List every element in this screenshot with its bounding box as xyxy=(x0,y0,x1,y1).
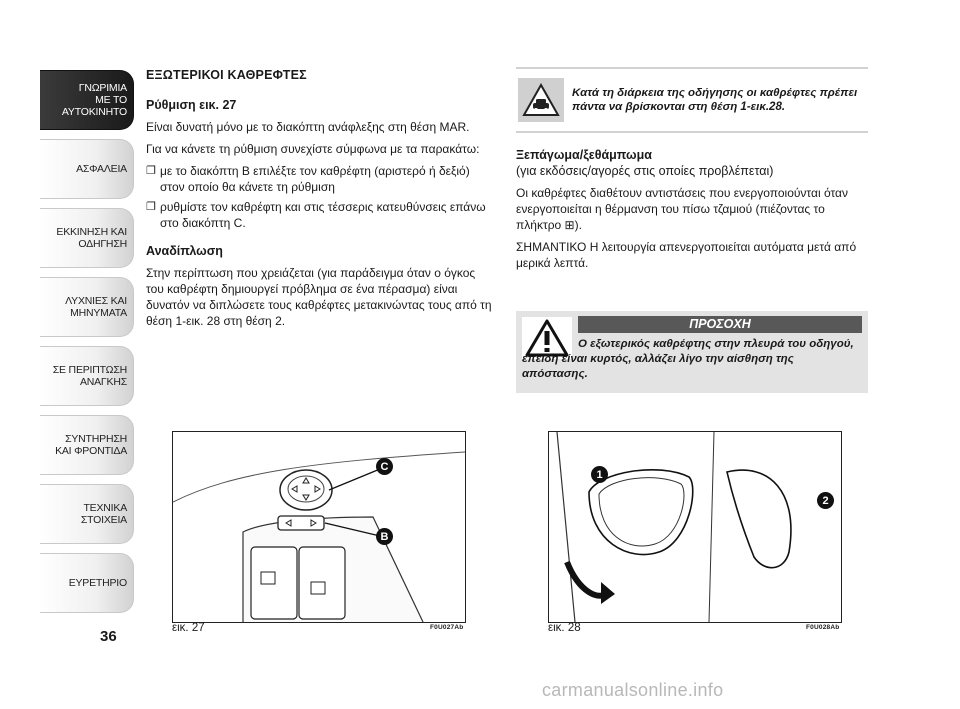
page-number: 36 xyxy=(100,628,117,645)
tab-getting-to-know[interactable]: ΓΝΩΡΙΜΙΑ ΜΕ ΤΟ ΑΥΤΟΚΙΝΗΤΟ xyxy=(40,70,134,130)
car-road-icon xyxy=(518,78,564,122)
adjust-paragraph-1: Είναι δυνατή μόνο με το διακόπτη ανάφλεξης στη θέση MAR. xyxy=(146,120,470,134)
mirror-fold-illustration xyxy=(549,432,841,622)
callout-c: C xyxy=(376,458,393,475)
tab-index[interactable]: ΕΥΡΕΤΗΡΙΟ xyxy=(40,553,134,613)
bullet-text: με το διακόπτη B επιλέξτε τον καθρέφτη (αριστερό ή δεξιό) στον οποίο θα κάνετε τη ρύθμιση xyxy=(160,164,470,194)
checkbox-bullet-icon: ❐ xyxy=(146,165,156,177)
bullet-item xyxy=(146,163,496,195)
defrost-paragraph-1: Οι καθρέφτες διαθέτουν αντιστάσεις που ενεργοποιούνται όταν ενεργοποιείται η θέρμανση του πίσω τζαμιού (πιέζοντας το πλήκτρο ⊞). xyxy=(516,186,848,232)
defrost-paragraph-2: ΣΗΜΑΝΤΙΚΟ Η λειτουργία απενεργοποιείται αυτόματα μετά από μερικά λεπτά. xyxy=(516,240,857,270)
mirror-switch-illustration xyxy=(173,432,465,622)
checkbox-bullet-icon: ❐ xyxy=(146,201,156,213)
fold-paragraph: Στην περίπτωση που χρειάζεται (για παράδειγμα όταν ο όγκος του καθρέφτη δημιουργεί πρόβλημα σε ένα πέρασμα) είναι δυνατόν να διπλώσετε τους καθρέφτες μετακινώντας τους από τη θέση 1-εικ. 28 στη θέση 2. xyxy=(146,266,492,328)
bullet-item xyxy=(146,199,496,231)
figure-28-code: F0U028Ab xyxy=(806,624,840,631)
tab-emergency[interactable]: ΣΕ ΠΕΡΙΠΤΩΣΗ ΑΝΑΓΚΗΣ xyxy=(40,346,134,406)
tab-technical-data[interactable]: ΤΕΧΝΙΚΑ ΣΤΟΙΧΕΙΑ xyxy=(40,484,134,544)
defrost-heading: Ξεπάγωμα/ξεθάμπωμα xyxy=(516,148,652,162)
warning-box xyxy=(516,311,868,393)
info-note xyxy=(516,67,868,133)
figure-28-mirror-fold xyxy=(548,431,842,623)
figure-28-caption: εικ. 28 xyxy=(548,622,581,634)
warning-text: Ο εξωτερικός καθρέφτης στην πλευρά του οδηγού, επειδή είναι κυρτός, αλλάζει λίγο την αίσθηση της απόστασης. xyxy=(522,338,854,380)
watermark: carmanualsonline.info xyxy=(542,680,724,700)
tab-maintenance[interactable]: ΣΥΝΤΗΡΗΣΗ ΚΑΙ ΦΡΟΝΤΙΔΑ xyxy=(40,415,134,475)
section-title: ΕΞΩΤΕΡΙΚΟΙ ΚΑΘΡΕΦΤΕΣ xyxy=(146,68,307,82)
callout-2: 2 xyxy=(817,492,834,509)
figure-27-mirror-switch xyxy=(172,431,466,623)
adjust-paragraph-2: Για να κάνετε τη ρύθμιση συνεχίστε σύμφωνα με τα παρακάτω: xyxy=(146,142,480,156)
tab-starting-driving[interactable]: ΕΚΚΙΝΗΣΗ ΚΑΙ ΟΔΗΓΗΣΗ xyxy=(40,208,134,268)
left-column xyxy=(146,67,496,335)
info-text: Κατά τη διάρκεια της οδήγησης οι καθρέφτες πρέπει πάντα να βρίσκονται στη θέση 1-εικ.28. xyxy=(572,87,858,113)
figure-27-caption: εικ. 27 xyxy=(172,622,205,634)
bullet-text: ρυθμίστε τον καθρέφτη και στις τέσσερις κατευθύνσεις επάνω στο διακόπτη C. xyxy=(160,200,486,230)
defrost-subheading: (για εκδόσεις/αγορές στις οποίες προβλέπεται) xyxy=(516,164,774,178)
callout-1: 1 xyxy=(591,466,608,483)
chapter-tabs xyxy=(40,70,134,622)
fold-heading: Αναδίπλωση xyxy=(146,244,223,258)
tab-safety[interactable]: ΑΣΦΑΛΕΙΑ xyxy=(40,139,134,199)
adjust-heading: Ρύθμιση εικ. 27 xyxy=(146,98,237,112)
tab-lights-messages[interactable]: ΛΥΧΝΙΕΣ ΚΑΙ ΜΗΝΥΜΑΤΑ xyxy=(40,277,134,337)
figure-27-code: F0U027Ab xyxy=(430,624,464,631)
callout-b: B xyxy=(376,528,393,545)
right-column xyxy=(516,67,868,393)
warning-label: ΠΡΟΣΟΧΗ xyxy=(578,316,862,333)
